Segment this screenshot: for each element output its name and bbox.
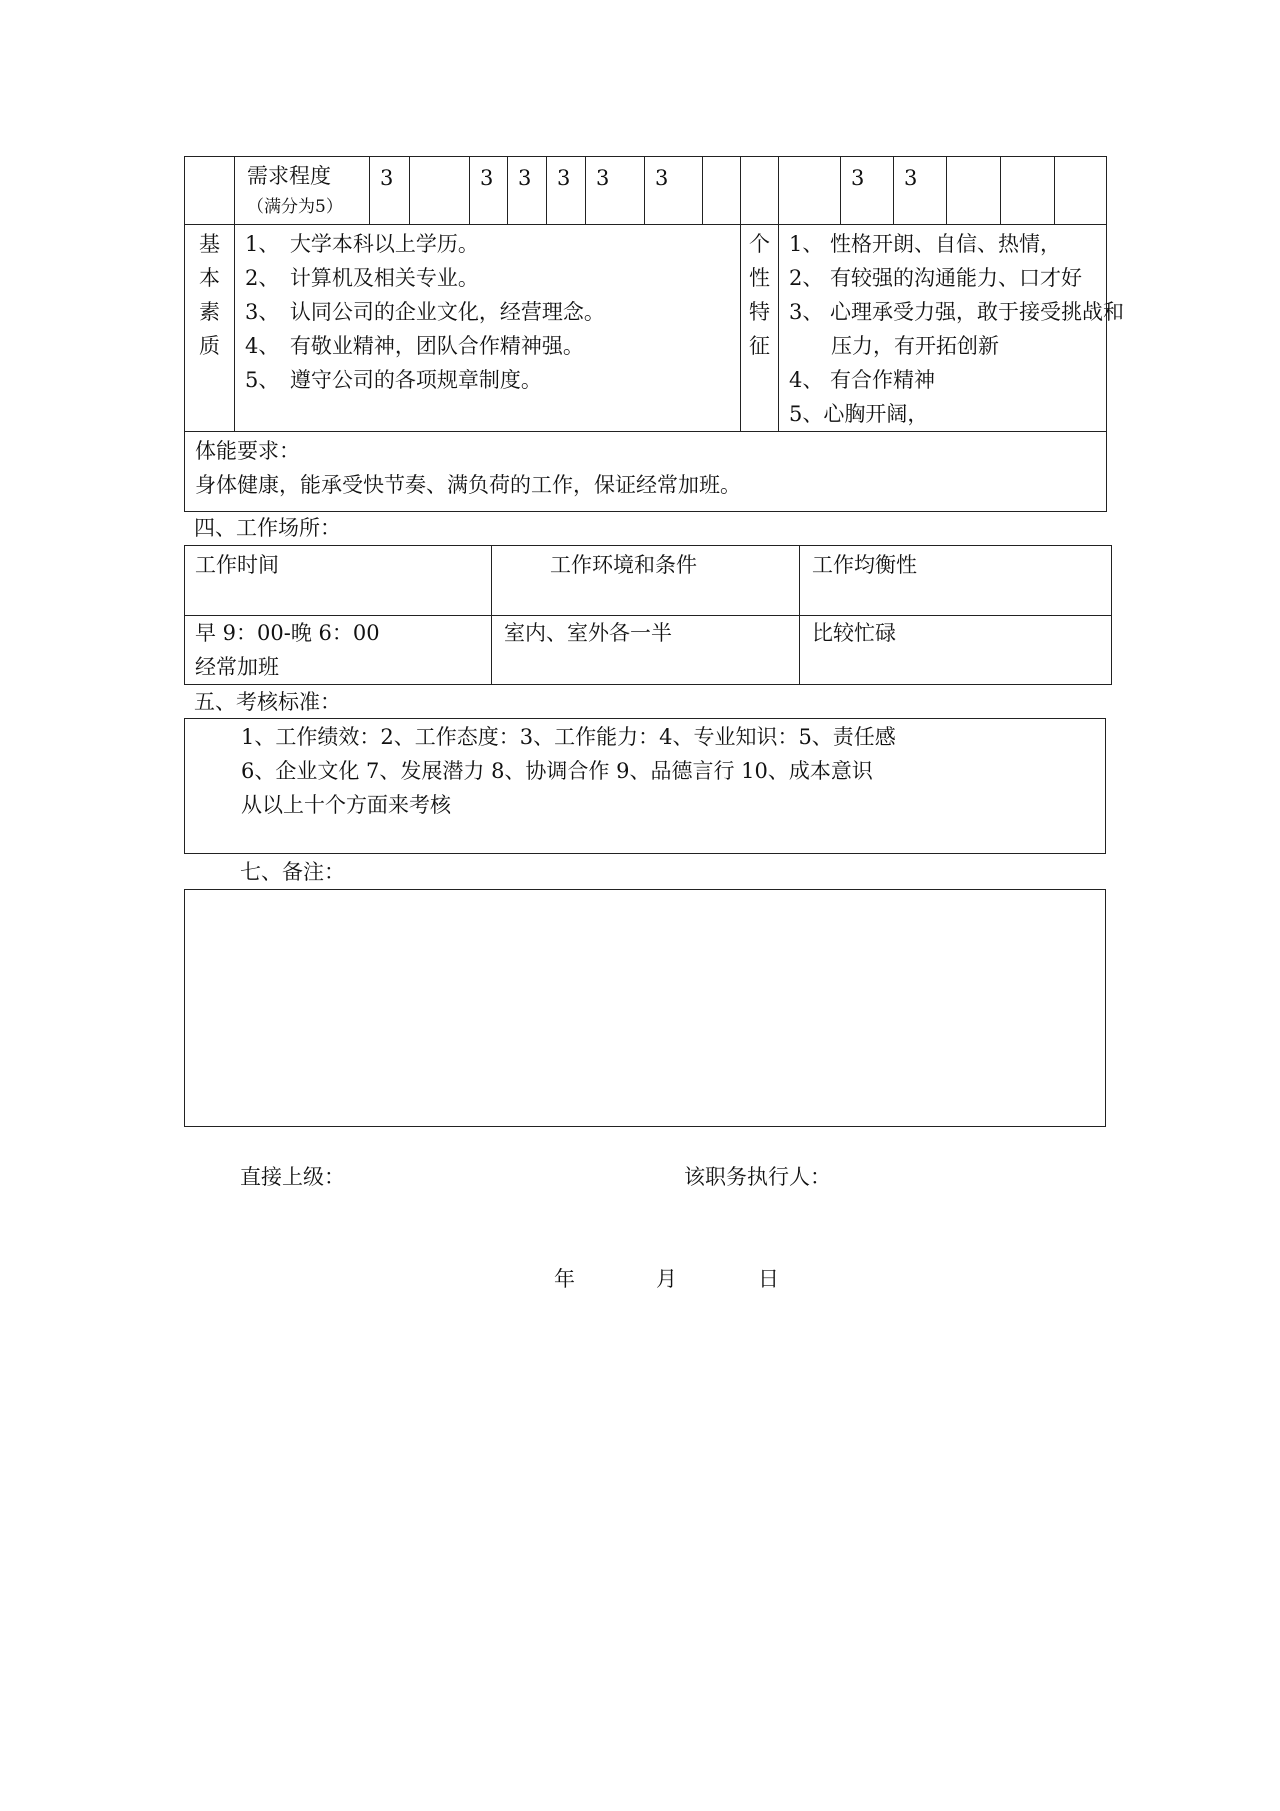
list-item: 5、心胸开阔， <box>789 402 929 426</box>
assessment-line: 6、企业文化 7、发展潜力 8、协调合作 9、品德言行 10、成本意识 <box>241 759 873 783</box>
demand-value-cell: 3 <box>645 157 703 225</box>
workplace-environment-cell: 室内、室外各一半 <box>492 616 800 685</box>
demand-value-cell: 3 <box>547 157 586 225</box>
workplace-header-environment: 工作环境和条件 <box>492 546 800 616</box>
demand-value-cell: 3 <box>586 157 645 225</box>
qualities-list-cell <box>235 225 741 432</box>
remarks-heading: 七、备注： <box>240 860 345 884</box>
demand-value-cell <box>703 157 741 225</box>
assessment-heading: 五、考核标准： <box>194 690 341 714</box>
demand-value-cell: 3 <box>370 157 410 225</box>
workplace-header-row <box>185 546 1112 616</box>
demand-value-cell <box>741 157 779 225</box>
demand-row <box>185 157 1107 225</box>
demand-label: 需求程度 <box>247 164 331 188</box>
workplace-time-cell: 早 9：00-晚 6：00 经常加班 <box>185 616 492 685</box>
demand-value-cell: 3 <box>470 157 508 225</box>
workplace-header-balance: 工作均衡性 <box>800 546 1112 616</box>
physical-cell <box>185 432 1107 512</box>
personality-list-cell <box>779 225 1125 432</box>
assessment-line: 1、工作绩效：2、工作态度：3、工作能力：4、专业知识：5、责任感 <box>241 725 896 749</box>
workplace-header-time: 工作时间 <box>185 546 492 616</box>
list-item: 4、 有合作精神 <box>789 368 936 392</box>
physical-text: 身体健康，能承受快节奏、满负荷的工作，保证经常加班。 <box>195 473 741 497</box>
demand-value-cell <box>779 157 841 225</box>
list-item: 3、 心理承受力强，敢于接受挑战和 <box>789 300 1125 324</box>
demand-label-cell <box>235 157 370 225</box>
list-item: 1、 性格开朗、自信、热情， <box>789 232 1062 256</box>
workplace-table <box>184 545 1112 685</box>
demand-value-cell <box>1055 157 1107 225</box>
list-item: 压力，有开拓创新 <box>789 334 999 358</box>
date-day-label: 日 <box>758 1267 779 1291</box>
physical-row <box>185 432 1107 512</box>
list-item: 5、 遵守公司的各项规章制度。 <box>245 368 542 392</box>
list-item: 3、 认同公司的企业文化，经营理念。 <box>245 300 605 324</box>
qualities-label-cell: 基 本 素 质 <box>185 225 235 432</box>
demand-value-cell <box>1001 157 1055 225</box>
list-item: 1、 大学本科以上学历。 <box>245 232 479 256</box>
demand-blank-cell <box>185 157 235 225</box>
demand-value-cell: 3 <box>894 157 947 225</box>
assessment-box <box>184 718 1106 854</box>
demand-value-cell <box>947 157 1001 225</box>
qualities-row <box>185 225 1107 432</box>
requirements-table <box>184 156 1125 512</box>
date-year-label: 年 <box>554 1267 575 1291</box>
assessment-line: 从以上十个方面来考核 <box>241 793 451 817</box>
demand-sublabel: （满分为5） <box>247 197 343 217</box>
workplace-heading: 四、工作场所： <box>194 516 341 540</box>
workplace-balance-cell: 比较忙碌 <box>800 616 1112 685</box>
list-item: 2、 有较强的沟通能力、口才好 <box>789 266 1083 290</box>
personality-label-cell: 个 性 特 征 <box>741 225 779 432</box>
demand-value-cell: 3 <box>508 157 547 225</box>
list-item: 2、 计算机及相关专业。 <box>245 266 479 290</box>
date-month-label: 月 <box>656 1267 677 1291</box>
demand-value-cell <box>410 157 470 225</box>
executor-signature-label: 该职务执行人： <box>684 1165 831 1189</box>
supervisor-signature-label: 直接上级： <box>240 1165 345 1189</box>
demand-value-cell: 3 <box>841 157 894 225</box>
physical-title: 体能要求： <box>195 439 300 463</box>
remarks-box <box>184 889 1106 1127</box>
workplace-value-row <box>185 616 1112 685</box>
list-item: 4、 有敬业精神，团队合作精神强。 <box>245 334 584 358</box>
